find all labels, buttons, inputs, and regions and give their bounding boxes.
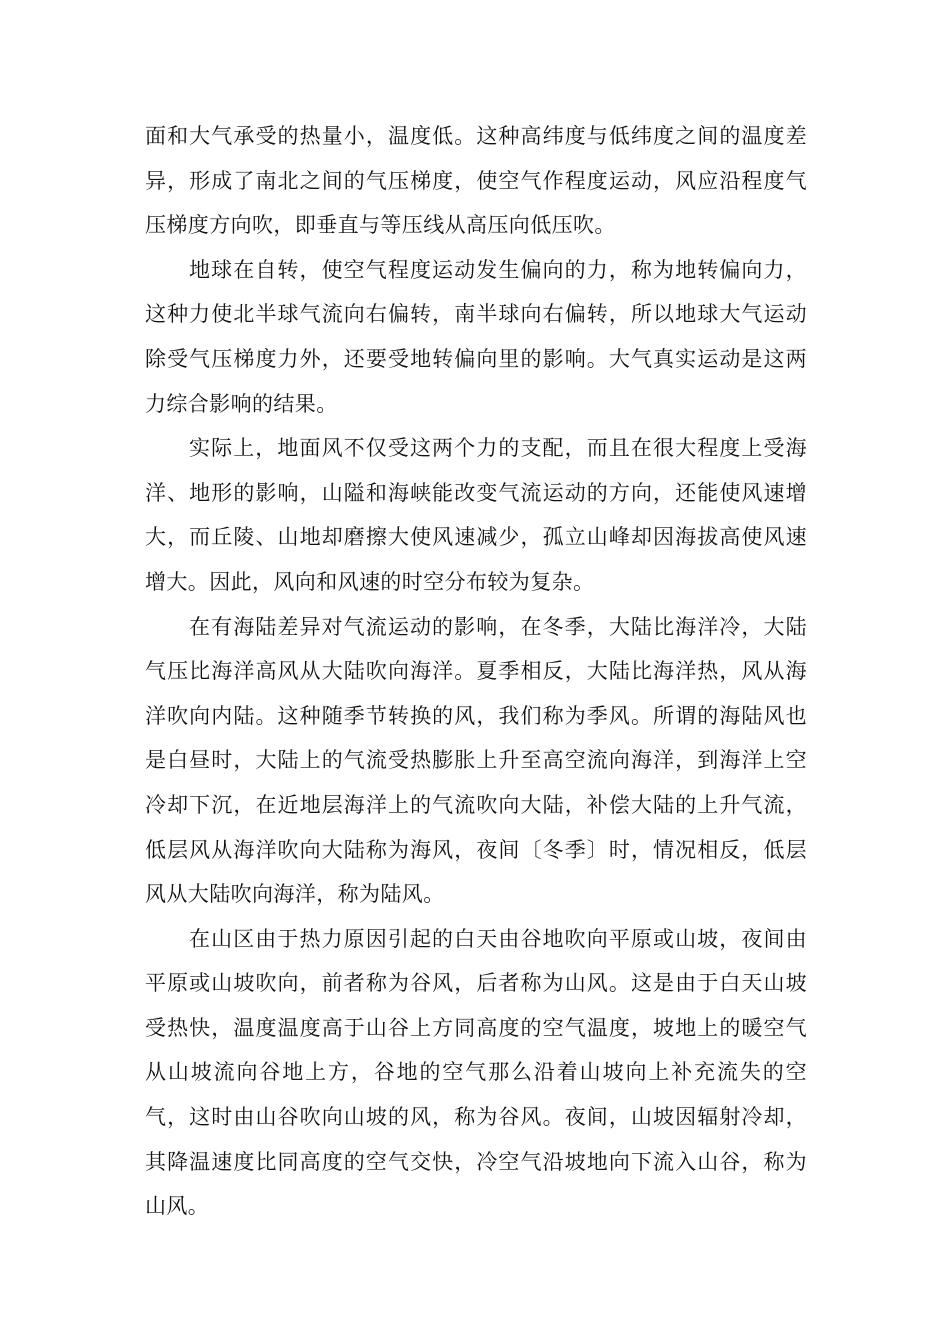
paragraph-4: 在有海陆差异对气流运动的影响，在冬季，大陆比海洋冷，大陆气压比海洋高风从大陆吹向海洋。夏季相反，大陆比海洋热，风从海洋吹向内陆。这种随季节转换的风，我们称为季风。所谓的海陆风也是白昼时，大陆上的气流受热膨胀上升至高空流向海洋，到海洋上空冷却下沉，在近地层海洋上的气流吹向大陆，补偿大陆的上升气流，低层风从海洋吹向大陆称为海风，夜间〔冬季〕时，情况相反，低层风从大陆吹向海洋，称为陆风。 bbox=[145, 614, 807, 907]
paragraph-1: 面和大气承受的热量小，温度低。这种高纬度与低纬度之间的温度差异，形成了南北之间的气压梯度，使空气作程度运动，风应沿程度气压梯度方向吹，即垂直与等压线从高压向低压吹。 bbox=[145, 124, 807, 238]
paragraph-3: 实际上，地面风不仅受这两个力的支配，而且在很大程度上受海洋、地形的影响，山隘和海峡能改变气流运动的方向，还能使风速增大，而丘陵、山地却磨擦大使风速减少，孤立山峰却因海拔高使风速增大。因此，风向和风速的时空分布较为复杂。 bbox=[145, 436, 807, 594]
document-page bbox=[145, 114, 807, 1229]
paragraph-5: 在山区由于热力原因引起的白天由谷地吹向平原或山坡，夜间由平原或山坡吹向，前者称为谷风，后者称为山风。这是由于白天山坡受热快，温度温度高于山谷上方同高度的空气温度，坡地上的暖空气从山坡流向谷地上方，谷地的空气那么沿着山坡向上补充流失的空气，这时由山谷吹向山坡的风，称为谷风。夜间，山坡因辐射冷却，其降温速度比同高度的空气交快，冷空气沿坡地向下流入山谷，称为山风。 bbox=[145, 926, 807, 1219]
paragraph-2: 地球在自转，使空气程度运动发生偏向的力，称为地转偏向力，这种力使北半球气流向右偏转，南半球向右偏转，所以地球大气运动除受气压梯度力外，还要受地转偏向里的影响。大气真实运动是这两力综合影响的结果。 bbox=[145, 257, 807, 416]
